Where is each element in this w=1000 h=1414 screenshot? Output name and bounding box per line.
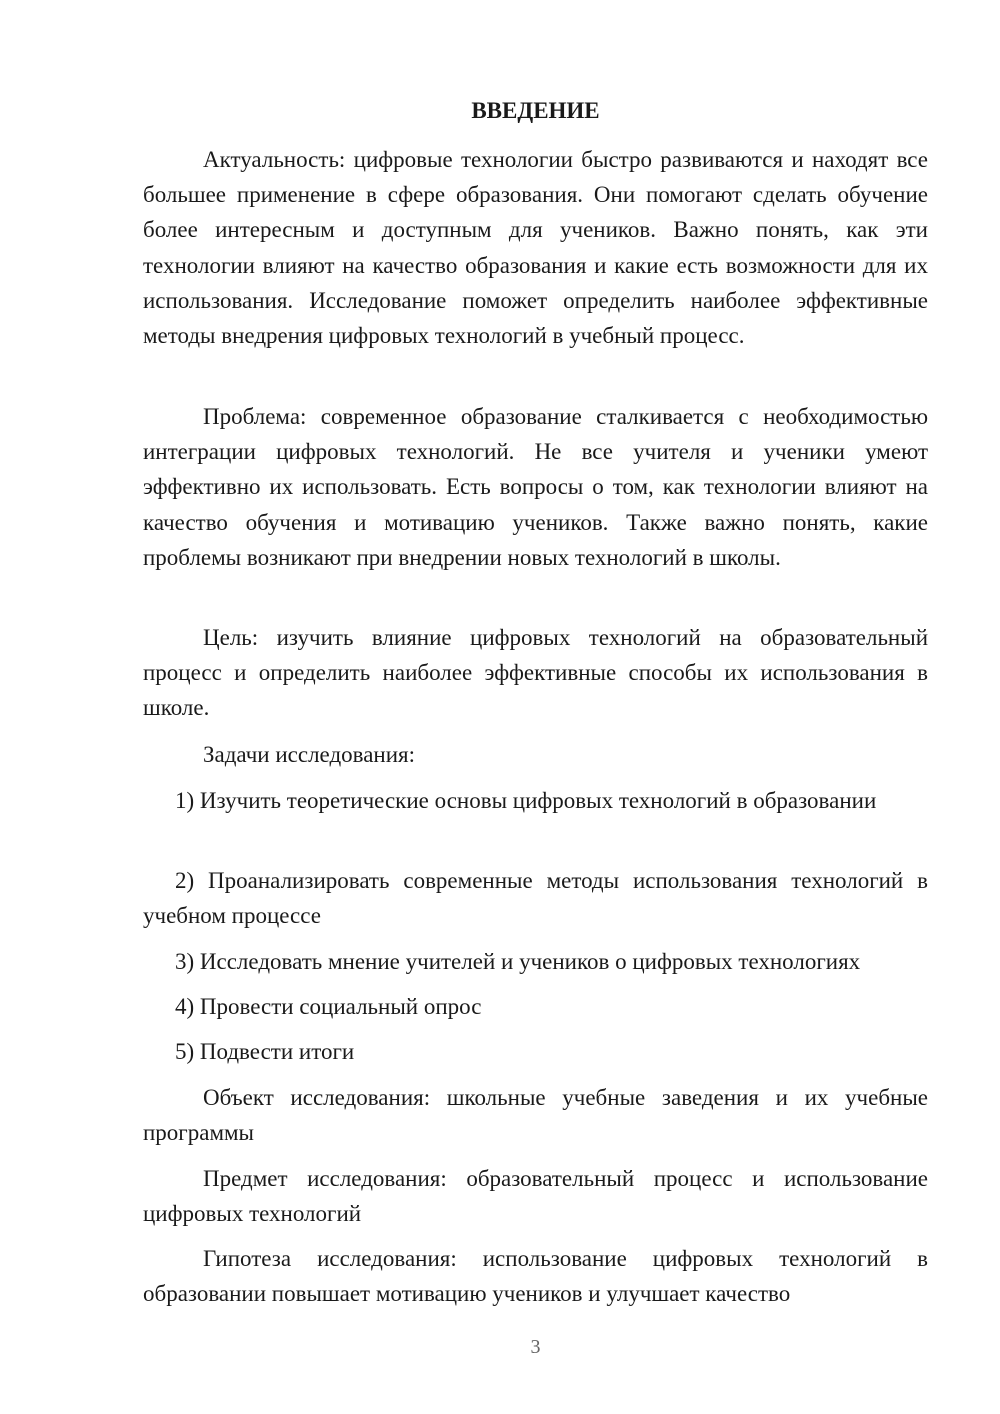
section-heading: ВВЕДЕНИЕ bbox=[471, 98, 600, 123]
paragraph-tasks-intro: Задачи исследования: bbox=[203, 742, 416, 767]
paragraph-hypothesis: Гипотеза исследования: использование цифровых технологий в образовании повышает мотивацию учеников и улучшает качество bbox=[143, 1246, 928, 1307]
paragraph-relevance: Актуальность: цифровые технологии быстро развиваются и находят все большее применение в сфере образования. Они помогают сделать обучение более интересным и доступным для учеников. Важно понять, как эти технологии влияют на качество образования и какие есть возможности для их использования. Исследование поможет определить наиболее эффективные методы внедрения цифровых технологий в учебный процесс. bbox=[143, 147, 928, 349]
task-item-4: 4) Провести социальный опрос bbox=[175, 994, 482, 1019]
paragraph-problem: Проблема: современное образование сталкивается с необходимостью интеграции цифровых технологий. Не все учителя и ученики умеют эффективно их использовать. Есть вопросы о том, как технологии влияют на качество обучения и мотивацию учеников. Также важно понять, какие проблемы возникают при внедрении новых технологий в школы. bbox=[143, 404, 928, 570]
task-item-5: 5) Подвести итоги bbox=[175, 1039, 355, 1064]
paragraph-goal: Цель: изучить влияние цифровых технологий на образовательный процесс и определить наиболее эффективные способы их использования в школе. bbox=[143, 625, 928, 721]
paragraph-object: Объект исследования: школьные учебные заведения и их учебные программы bbox=[143, 1085, 928, 1146]
page-number: 3 bbox=[530, 1336, 541, 1358]
task-item-3: 3) Исследовать мнение учителей и учеников о цифровых технологиях bbox=[175, 949, 861, 974]
task-item-2: 2) Проанализировать современные методы использования технологий в учебном процессе bbox=[143, 868, 928, 929]
paragraph-subject: Предмет исследования: образовательный процесс и использование цифровых технологий bbox=[143, 1166, 928, 1227]
task-item-1: 1) Изучить теоретические основы цифровых технологий в образовании bbox=[175, 788, 877, 813]
